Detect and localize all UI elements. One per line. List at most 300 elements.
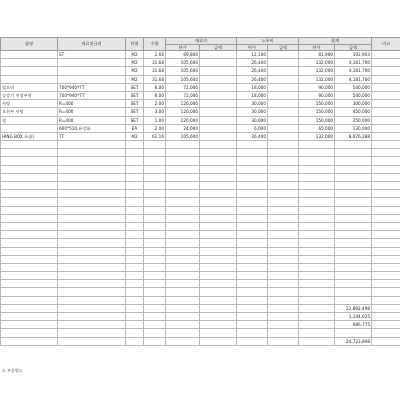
cell-qty[interactable] bbox=[144, 157, 166, 165]
cell-total-amount[interactable]: 24,723,898 bbox=[335, 337, 372, 345]
cell-spec[interactable] bbox=[58, 272, 126, 280]
cell-qty[interactable]: 2.00 bbox=[144, 100, 166, 108]
cell-material-unit-price[interactable]: 24,000 bbox=[166, 124, 200, 132]
cell-unit[interactable]: EA bbox=[126, 124, 144, 132]
cell-name[interactable]: HING BOX 포함) bbox=[1, 132, 58, 140]
cell-labor-amount[interactable] bbox=[268, 280, 299, 288]
cell-material-unit-price[interactable] bbox=[166, 337, 200, 345]
cell-spec[interactable] bbox=[58, 206, 126, 214]
cell-material-unit-price[interactable]: 105,600 bbox=[166, 67, 200, 75]
cell-note[interactable] bbox=[372, 116, 400, 124]
cell-name[interactable] bbox=[1, 222, 58, 230]
cell-material-amount[interactable] bbox=[200, 51, 237, 59]
cell-total-unit-price[interactable]: 90,000 bbox=[299, 91, 335, 99]
cell-total-amount[interactable] bbox=[335, 255, 372, 263]
cell-total-unit-price[interactable]: 150,000 bbox=[299, 100, 335, 108]
cell-total-amount[interactable]: 22,892,498 bbox=[335, 304, 372, 312]
cell-name[interactable] bbox=[1, 141, 58, 149]
cell-labor-unit-price[interactable] bbox=[237, 280, 268, 288]
cell-material-unit-price[interactable]: 120,000 bbox=[166, 108, 200, 116]
cell-name[interactable] bbox=[1, 255, 58, 263]
cell-labor-unit-price[interactable]: 30,000 bbox=[237, 108, 268, 116]
cell-qty[interactable] bbox=[144, 272, 166, 280]
cell-total-amount[interactable] bbox=[335, 222, 372, 230]
cell-labor-amount[interactable] bbox=[268, 132, 299, 140]
cell-qty[interactable] bbox=[144, 214, 166, 222]
cell-material-unit-price[interactable] bbox=[166, 313, 200, 321]
cell-total-unit-price[interactable]: 150,000 bbox=[299, 108, 335, 116]
cell-unit[interactable] bbox=[126, 304, 144, 312]
cell-labor-unit-price[interactable] bbox=[237, 182, 268, 190]
cell-total-unit-price[interactable] bbox=[299, 206, 335, 214]
cell-material-unit-price[interactable] bbox=[166, 190, 200, 198]
cell-material-amount[interactable] bbox=[200, 198, 237, 206]
cell-total-amount[interactable] bbox=[335, 141, 372, 149]
cell-labor-amount[interactable] bbox=[268, 222, 299, 230]
cell-labor-amount[interactable] bbox=[268, 255, 299, 263]
cell-total-amount[interactable]: 1,144,625 bbox=[335, 313, 372, 321]
cell-note[interactable] bbox=[372, 59, 400, 67]
cell-total-amount[interactable]: 4,181,760 bbox=[335, 59, 372, 67]
cell-note[interactable] bbox=[372, 280, 400, 288]
cell-name[interactable] bbox=[1, 190, 58, 198]
cell-labor-amount[interactable] bbox=[268, 206, 299, 214]
cell-material-unit-price[interactable]: 72,000 bbox=[166, 91, 200, 99]
cell-note[interactable] bbox=[372, 190, 400, 198]
cell-total-amount[interactable] bbox=[335, 198, 372, 206]
cell-labor-unit-price[interactable] bbox=[237, 173, 268, 181]
cell-labor-amount[interactable] bbox=[268, 214, 299, 222]
cell-labor-amount[interactable] bbox=[268, 304, 299, 312]
cell-labor-amount[interactable] bbox=[268, 157, 299, 165]
cell-total-amount[interactable] bbox=[335, 239, 372, 247]
cell-total-unit-price[interactable] bbox=[299, 214, 335, 222]
cell-spec[interactable]: 700*940*7T bbox=[58, 91, 126, 99]
cell-labor-amount[interactable] bbox=[268, 247, 299, 255]
cell-material-amount[interactable] bbox=[200, 75, 237, 83]
cell-labor-amount[interactable] bbox=[268, 329, 299, 337]
cell-labor-amount[interactable] bbox=[268, 173, 299, 181]
cell-total-unit-price[interactable] bbox=[299, 313, 335, 321]
cell-labor-unit-price[interactable] bbox=[237, 231, 268, 239]
cell-unit[interactable] bbox=[126, 173, 144, 181]
cell-note[interactable] bbox=[372, 157, 400, 165]
cell-material-amount[interactable] bbox=[200, 222, 237, 230]
cell-labor-unit-price[interactable]: 30,000 bbox=[237, 100, 268, 108]
cell-labor-amount[interactable] bbox=[268, 124, 299, 132]
cell-labor-unit-price[interactable] bbox=[237, 214, 268, 222]
cell-unit[interactable] bbox=[126, 280, 144, 288]
cell-spec[interactable] bbox=[58, 337, 126, 345]
cell-total-unit-price[interactable] bbox=[299, 296, 335, 304]
cell-total-amount[interactable] bbox=[335, 206, 372, 214]
cell-labor-amount[interactable] bbox=[268, 83, 299, 91]
cell-labor-amount[interactable] bbox=[268, 296, 299, 304]
cell-material-amount[interactable] bbox=[200, 116, 237, 124]
cell-spec[interactable] bbox=[58, 247, 126, 255]
cell-total-amount[interactable] bbox=[335, 272, 372, 280]
cell-labor-amount[interactable] bbox=[268, 75, 299, 83]
cell-labor-amount[interactable] bbox=[268, 239, 299, 247]
cell-material-amount[interactable] bbox=[200, 263, 237, 271]
cell-total-amount[interactable]: 192,903 bbox=[335, 51, 372, 59]
cell-unit[interactable] bbox=[126, 296, 144, 304]
cell-name[interactable] bbox=[1, 288, 58, 296]
cell-unit[interactable] bbox=[126, 214, 144, 222]
cell-labor-unit-price[interactable]: 26,400 bbox=[237, 67, 268, 75]
cell-total-unit-price[interactable]: 65,000 bbox=[299, 124, 335, 132]
cell-name[interactable] bbox=[1, 313, 58, 321]
cell-material-amount[interactable] bbox=[200, 149, 237, 157]
cell-total-amount[interactable]: 4,181,760 bbox=[335, 75, 372, 83]
cell-total-amount[interactable]: 450,000 bbox=[335, 108, 372, 116]
cell-note[interactable] bbox=[372, 75, 400, 83]
cell-material-unit-price[interactable]: 105,600 bbox=[166, 59, 200, 67]
cell-material-unit-price[interactable] bbox=[166, 255, 200, 263]
cell-unit[interactable] bbox=[126, 141, 144, 149]
cell-total-unit-price[interactable]: 132,000 bbox=[299, 132, 335, 140]
cell-material-amount[interactable] bbox=[200, 190, 237, 198]
cell-name[interactable] bbox=[1, 214, 58, 222]
cell-spec[interactable] bbox=[58, 182, 126, 190]
cell-material-amount[interactable] bbox=[200, 59, 237, 67]
cell-name[interactable] bbox=[1, 59, 58, 67]
cell-spec[interactable] bbox=[58, 190, 126, 198]
cell-material-unit-price[interactable] bbox=[166, 222, 200, 230]
cell-total-unit-price[interactable] bbox=[299, 239, 335, 247]
cell-material-amount[interactable] bbox=[200, 313, 237, 321]
cell-material-unit-price[interactable] bbox=[166, 214, 200, 222]
cell-spec[interactable] bbox=[58, 173, 126, 181]
cell-material-amount[interactable] bbox=[200, 157, 237, 165]
cell-total-amount[interactable] bbox=[335, 173, 372, 181]
cell-qty[interactable]: 31.68 bbox=[144, 75, 166, 83]
cell-spec[interactable] bbox=[58, 329, 126, 337]
cell-total-amount[interactable] bbox=[335, 329, 372, 337]
cell-total-unit-price[interactable] bbox=[299, 141, 335, 149]
cell-spec[interactable]: ST bbox=[58, 51, 126, 59]
cell-unit[interactable] bbox=[126, 222, 144, 230]
cell-material-amount[interactable] bbox=[200, 83, 237, 91]
cell-total-unit-price[interactable] bbox=[299, 255, 335, 263]
cell-labor-unit-price[interactable] bbox=[237, 165, 268, 173]
cell-labor-unit-price[interactable]: 30,000 bbox=[237, 116, 268, 124]
cell-material-unit-price[interactable]: 105,600 bbox=[166, 75, 200, 83]
cell-material-unit-price[interactable]: 120,000 bbox=[166, 116, 200, 124]
cell-spec[interactable] bbox=[58, 313, 126, 321]
cell-unit[interactable] bbox=[126, 206, 144, 214]
cell-material-amount[interactable] bbox=[200, 247, 237, 255]
cell-spec[interactable]: 700*940*7T bbox=[58, 83, 126, 91]
cell-note[interactable] bbox=[372, 231, 400, 239]
cell-note[interactable] bbox=[372, 108, 400, 116]
cell-unit[interactable]: M2 bbox=[126, 59, 144, 67]
cell-total-unit-price[interactable]: 132,000 bbox=[299, 59, 335, 67]
cell-name[interactable]: 업프라 bbox=[1, 83, 58, 91]
cell-unit[interactable]: SET bbox=[126, 116, 144, 124]
cell-total-amount[interactable] bbox=[335, 214, 372, 222]
cell-total-unit-price[interactable] bbox=[299, 304, 335, 312]
cell-material-unit-price[interactable] bbox=[166, 272, 200, 280]
cell-labor-unit-price[interactable] bbox=[237, 247, 268, 255]
cell-labor-unit-price[interactable] bbox=[237, 190, 268, 198]
cell-unit[interactable] bbox=[126, 337, 144, 345]
cell-spec[interactable]: 7T bbox=[58, 132, 126, 140]
cell-note[interactable] bbox=[372, 296, 400, 304]
cell-total-amount[interactable] bbox=[335, 149, 372, 157]
cell-labor-amount[interactable] bbox=[268, 337, 299, 345]
cell-spec[interactable] bbox=[58, 214, 126, 222]
cell-labor-amount[interactable] bbox=[268, 321, 299, 329]
cell-labor-unit-price[interactable] bbox=[237, 304, 268, 312]
cell-total-unit-price[interactable] bbox=[299, 247, 335, 255]
cell-labor-amount[interactable] bbox=[268, 149, 299, 157]
cell-material-amount[interactable] bbox=[200, 182, 237, 190]
cell-qty[interactable] bbox=[144, 239, 166, 247]
cell-unit[interactable] bbox=[126, 255, 144, 263]
cell-note[interactable] bbox=[372, 141, 400, 149]
cell-note[interactable] bbox=[372, 214, 400, 222]
cell-labor-unit-price[interactable] bbox=[237, 141, 268, 149]
cell-note[interactable] bbox=[372, 91, 400, 99]
cell-name[interactable] bbox=[1, 231, 58, 239]
cell-spec[interactable] bbox=[58, 231, 126, 239]
cell-note[interactable] bbox=[372, 206, 400, 214]
cell-note[interactable] bbox=[372, 313, 400, 321]
cell-material-unit-price[interactable]: 120,000 bbox=[166, 100, 200, 108]
cell-total-amount[interactable] bbox=[335, 182, 372, 190]
cell-total-amount[interactable] bbox=[335, 247, 372, 255]
cell-total-amount[interactable] bbox=[335, 296, 372, 304]
cell-qty[interactable] bbox=[144, 231, 166, 239]
cell-note[interactable] bbox=[372, 165, 400, 173]
cell-unit[interactable] bbox=[126, 329, 144, 337]
cell-name[interactable] bbox=[1, 124, 58, 132]
cell-unit[interactable] bbox=[126, 239, 144, 247]
cell-labor-unit-price[interactable] bbox=[237, 296, 268, 304]
cell-qty[interactable] bbox=[144, 165, 166, 173]
cell-material-amount[interactable] bbox=[200, 206, 237, 214]
cell-material-amount[interactable] bbox=[200, 272, 237, 280]
cell-qty[interactable] bbox=[144, 304, 166, 312]
cell-material-unit-price[interactable] bbox=[166, 288, 200, 296]
cell-total-unit-price[interactable]: 81,900 bbox=[299, 51, 335, 59]
cell-unit[interactable]: SET bbox=[126, 91, 144, 99]
cell-unit[interactable] bbox=[126, 313, 144, 321]
cell-material-unit-price[interactable] bbox=[166, 321, 200, 329]
cell-note[interactable] bbox=[372, 247, 400, 255]
cell-material-unit-price[interactable] bbox=[166, 173, 200, 181]
cell-total-amount[interactable] bbox=[335, 231, 372, 239]
cell-material-amount[interactable] bbox=[200, 329, 237, 337]
cell-spec[interactable]: R=400 bbox=[58, 108, 126, 116]
cell-qty[interactable]: 2.66 bbox=[144, 51, 166, 59]
cell-labor-unit-price[interactable] bbox=[237, 321, 268, 329]
cell-spec[interactable] bbox=[58, 141, 126, 149]
cell-name[interactable]: 사팅 bbox=[1, 100, 58, 108]
cell-labor-amount[interactable] bbox=[268, 182, 299, 190]
cell-material-amount[interactable] bbox=[200, 132, 237, 140]
cell-unit[interactable] bbox=[126, 190, 144, 198]
cell-labor-unit-price[interactable]: 12,100 bbox=[237, 51, 268, 59]
cell-unit[interactable]: M2 bbox=[126, 51, 144, 59]
cell-qty[interactable] bbox=[144, 296, 166, 304]
cell-unit[interactable]: SET bbox=[126, 100, 144, 108]
cell-labor-amount[interactable] bbox=[268, 198, 299, 206]
cell-name[interactable] bbox=[1, 149, 58, 157]
cell-qty[interactable] bbox=[144, 198, 166, 206]
cell-spec[interactable] bbox=[58, 304, 126, 312]
cell-total-unit-price[interactable] bbox=[299, 182, 335, 190]
cell-total-amount[interactable]: 540,000 bbox=[335, 91, 372, 99]
cell-material-unit-price[interactable] bbox=[166, 141, 200, 149]
cell-total-unit-price[interactable] bbox=[299, 272, 335, 280]
cell-total-unit-price[interactable] bbox=[299, 222, 335, 230]
cell-material-unit-price[interactable] bbox=[166, 263, 200, 271]
cell-note[interactable] bbox=[372, 239, 400, 247]
cell-material-amount[interactable] bbox=[200, 214, 237, 222]
cell-material-unit-price[interactable]: 72,000 bbox=[166, 83, 200, 91]
cell-labor-amount[interactable] bbox=[268, 108, 299, 116]
cell-unit[interactable] bbox=[126, 263, 144, 271]
cell-labor-unit-price[interactable] bbox=[237, 239, 268, 247]
cell-qty[interactable] bbox=[144, 182, 166, 190]
cell-qty[interactable] bbox=[144, 255, 166, 263]
cell-labor-unit-price[interactable] bbox=[237, 272, 268, 280]
cell-name[interactable] bbox=[1, 329, 58, 337]
cell-note[interactable] bbox=[372, 67, 400, 75]
cell-spec[interactable]: R=400 bbox=[58, 100, 126, 108]
cell-qty[interactable] bbox=[144, 222, 166, 230]
cell-labor-unit-price[interactable] bbox=[237, 255, 268, 263]
cell-total-amount[interactable] bbox=[335, 165, 372, 173]
cell-total-amount[interactable] bbox=[335, 157, 372, 165]
cell-qty[interactable] bbox=[144, 206, 166, 214]
cell-name[interactable] bbox=[1, 206, 58, 214]
cell-material-amount[interactable] bbox=[200, 288, 237, 296]
cell-unit[interactable] bbox=[126, 198, 144, 206]
cell-total-unit-price[interactable] bbox=[299, 231, 335, 239]
cell-spec[interactable] bbox=[58, 75, 126, 83]
cell-unit[interactable]: SET bbox=[126, 83, 144, 91]
cell-total-unit-price[interactable] bbox=[299, 157, 335, 165]
cell-name[interactable] bbox=[1, 337, 58, 345]
cell-name[interactable]: 링 bbox=[1, 116, 58, 124]
cell-unit[interactable] bbox=[126, 182, 144, 190]
cell-material-amount[interactable] bbox=[200, 296, 237, 304]
cell-material-unit-price[interactable] bbox=[166, 304, 200, 312]
cell-spec[interactable] bbox=[58, 59, 126, 67]
cell-spec[interactable] bbox=[58, 149, 126, 157]
cell-note[interactable] bbox=[372, 173, 400, 181]
cell-material-amount[interactable] bbox=[200, 165, 237, 173]
cell-unit[interactable] bbox=[126, 288, 144, 296]
cell-qty[interactable]: 61.16 bbox=[144, 132, 166, 140]
cell-spec[interactable] bbox=[58, 280, 126, 288]
cell-material-unit-price[interactable] bbox=[166, 206, 200, 214]
cell-material-unit-price[interactable] bbox=[166, 296, 200, 304]
cell-labor-amount[interactable] bbox=[268, 59, 299, 67]
cell-total-amount[interactable]: 8,076,288 bbox=[335, 132, 372, 140]
cell-material-amount[interactable] bbox=[200, 124, 237, 132]
cell-spec[interactable] bbox=[58, 239, 126, 247]
cell-total-amount[interactable]: 686,775 bbox=[335, 321, 372, 329]
cell-labor-unit-price[interactable] bbox=[237, 222, 268, 230]
cell-total-amount[interactable] bbox=[335, 190, 372, 198]
cell-labor-unit-price[interactable]: 26,400 bbox=[237, 132, 268, 140]
cell-name[interactable] bbox=[1, 173, 58, 181]
cell-total-unit-price[interactable] bbox=[299, 280, 335, 288]
cell-qty[interactable] bbox=[144, 263, 166, 271]
cell-spec[interactable] bbox=[58, 222, 126, 230]
cell-note[interactable] bbox=[372, 132, 400, 140]
cell-material-unit-price[interactable] bbox=[166, 247, 200, 255]
cell-name[interactable] bbox=[1, 157, 58, 165]
cell-labor-unit-price[interactable]: 6,000 bbox=[237, 124, 268, 132]
cell-qty[interactable] bbox=[144, 149, 166, 157]
cell-name[interactable] bbox=[1, 75, 58, 83]
cell-qty[interactable] bbox=[144, 288, 166, 296]
cell-material-amount[interactable] bbox=[200, 100, 237, 108]
cell-material-amount[interactable] bbox=[200, 239, 237, 247]
cell-total-unit-price[interactable]: 150,000 bbox=[299, 116, 335, 124]
cell-spec[interactable] bbox=[58, 288, 126, 296]
cell-labor-amount[interactable] bbox=[268, 100, 299, 108]
cell-name[interactable]: 오천부 사팅 bbox=[1, 108, 58, 116]
cell-name[interactable] bbox=[1, 67, 58, 75]
cell-material-unit-price[interactable]: 69,800 bbox=[166, 51, 200, 59]
cell-name[interactable] bbox=[1, 321, 58, 329]
cell-qty[interactable] bbox=[144, 321, 166, 329]
cell-labor-amount[interactable] bbox=[268, 190, 299, 198]
cell-qty[interactable]: 6.00 bbox=[144, 83, 166, 91]
cell-qty[interactable] bbox=[144, 141, 166, 149]
cell-name[interactable] bbox=[1, 247, 58, 255]
cell-total-amount[interactable]: 540,000 bbox=[335, 83, 372, 91]
cell-material-unit-price[interactable] bbox=[166, 165, 200, 173]
cell-name[interactable] bbox=[1, 51, 58, 59]
cell-labor-unit-price[interactable] bbox=[237, 263, 268, 271]
cell-total-unit-price[interactable] bbox=[299, 190, 335, 198]
cell-labor-unit-price[interactable] bbox=[237, 149, 268, 157]
cell-total-unit-price[interactable] bbox=[299, 263, 335, 271]
cell-total-unit-price[interactable]: 132,000 bbox=[299, 67, 335, 75]
cell-note[interactable] bbox=[372, 304, 400, 312]
cell-labor-unit-price[interactable] bbox=[237, 313, 268, 321]
cell-note[interactable] bbox=[372, 198, 400, 206]
cell-qty[interactable] bbox=[144, 173, 166, 181]
cell-note[interactable] bbox=[372, 149, 400, 157]
cell-unit[interactable]: SET bbox=[126, 108, 144, 116]
cell-spec[interactable] bbox=[58, 165, 126, 173]
cell-labor-unit-price[interactable] bbox=[237, 288, 268, 296]
cell-material-unit-price[interactable] bbox=[166, 198, 200, 206]
cell-unit[interactable] bbox=[126, 149, 144, 157]
cell-qty[interactable] bbox=[144, 313, 166, 321]
cell-note[interactable] bbox=[372, 321, 400, 329]
cell-labor-amount[interactable] bbox=[268, 116, 299, 124]
cell-qty[interactable]: 3.00 bbox=[144, 108, 166, 116]
cell-labor-amount[interactable] bbox=[268, 288, 299, 296]
cell-total-amount[interactable]: 300,000 bbox=[335, 100, 372, 108]
cell-labor-unit-price[interactable]: 18,000 bbox=[237, 91, 268, 99]
cell-total-amount[interactable]: 130,000 bbox=[335, 124, 372, 132]
cell-note[interactable] bbox=[372, 100, 400, 108]
cell-total-amount[interactable] bbox=[335, 263, 372, 271]
cell-note[interactable] bbox=[372, 329, 400, 337]
cell-material-unit-price[interactable] bbox=[166, 182, 200, 190]
cell-name[interactable] bbox=[1, 304, 58, 312]
